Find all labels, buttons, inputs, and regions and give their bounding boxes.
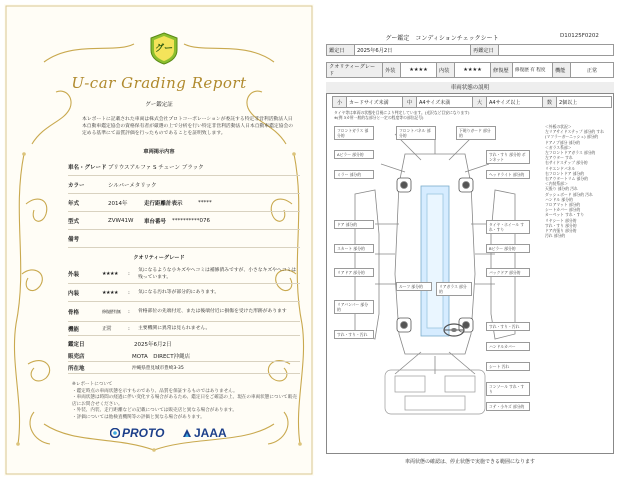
quality-frame-row — [68, 302, 300, 322]
interior-label: すれ・すり・汚れ — [486, 322, 530, 331]
grade-item-label: 内装 — [437, 63, 455, 78]
summary-line: 右アウタートリム 部分的 — [545, 176, 588, 182]
vehicle-year-label: 年式 — [68, 200, 80, 207]
mileage-label: 走行距離計表示 — [144, 200, 183, 207]
damage-label: リアガラス 部分的 — [436, 282, 472, 296]
vehicle-model-row — [68, 212, 300, 230]
size-legend-table — [332, 96, 612, 108]
remarks-row — [68, 230, 300, 248]
size-key: 中 — [403, 97, 417, 108]
sheet-title: グー鑑定 コンディションチェックシート — [385, 35, 499, 42]
size-key: 小 — [333, 97, 347, 108]
interior-label: ハンドルカバー — [486, 342, 530, 351]
damage-label: ルーフ 部分的 — [396, 282, 432, 291]
grade-item-label: 修復歴 — [491, 63, 513, 78]
report-paragraph: 本レポートに記載された車両は株式会社プロトコーポレーションが委託する特定非営利活動法人日本自動車鑑定協会の資格保有者が厳選の上で分析を行い特定非営利活動法人日本自動車鑑定協会の定める基準にて品質評価を行ったものであることを証明致します。 — [82, 117, 294, 136]
summary-line: 汚れ 部分的 — [545, 233, 566, 239]
damage-label: リアドア 部分的 — [334, 268, 374, 277]
inspection-date-label: 鑑定日 — [68, 342, 85, 348]
summary-line: フロアマット 部分的 — [545, 202, 581, 208]
damage-label: 下廻りガード 部分的 — [456, 126, 496, 140]
address-row — [68, 362, 300, 374]
damage-label: ヘッドライト 部分的 — [486, 170, 530, 179]
report-subtitle: グー鑑定証 — [145, 102, 173, 108]
size-desc: A4サイズ未満 — [417, 97, 473, 108]
proto-mark-icon — [110, 428, 120, 438]
quality-description: 気になる汚れ等が部分的にあります。 — [138, 290, 220, 295]
size-desc: A4サイズ以上 — [487, 97, 543, 108]
size-key: 大 — [473, 97, 487, 108]
quality-stars: ★★★★ — [102, 289, 118, 296]
damage-label: バックドア 部分的 — [486, 268, 530, 277]
model-label: 型式 — [68, 218, 80, 225]
jaaa-logo-text: JAAA — [194, 426, 227, 440]
vehicle-color-value: シルバーメタリック — [108, 182, 157, 189]
vin-value: **********076 — [172, 217, 210, 224]
quality-description: 骨格部位の先端付近、または後端付近に損傷を受けた形跡があります — [138, 309, 287, 314]
quality-description: 気になるような小キズやヘコミは補修済みですが、小さなキズやヘコミは残っています。 — [138, 267, 297, 280]
grade-item-value: 正常 — [571, 63, 614, 78]
grade-item-value: 修復歴 有 程度 — [513, 63, 553, 78]
summary-line: すれ・すり 部分的 — [545, 222, 577, 228]
summary-line: リヤシート 部分的 — [545, 217, 577, 223]
summary-line: カーペット すれ・すり — [545, 212, 585, 218]
vehicle-name-row — [68, 158, 300, 176]
vehicle-color-label: カラー — [68, 182, 85, 189]
vehicle-state-header: 車両状態の説明 — [326, 82, 614, 94]
model-value: ZVW41W — [108, 217, 134, 224]
summary-line: 左アウター すれ — [545, 155, 573, 161]
svg-text:グー: グー — [154, 44, 174, 54]
quality-function-row — [68, 322, 300, 336]
summary-line: 右フロントドア 部分的 — [545, 170, 585, 176]
note-line: ・外装、内装、走行距離などの記載については販売店と異なる場合があります。 — [72, 408, 237, 414]
jaaa-logo — [182, 426, 227, 440]
vehicle-year-value: 2014年 — [108, 200, 128, 207]
size-desc: 2個以上 — [557, 97, 612, 108]
summary-line: リヤエンドパネル — [545, 165, 576, 171]
proto-logo — [110, 426, 164, 440]
note-line: ・評価については他検査機関等の評価と異なる場合があります。 — [72, 414, 205, 420]
note-line: ・車両状態は時間の経過に伴い変化する場合があるため、鑑定日をご確認の上、現在の車両状態について販売店にお問合せください。 — [72, 395, 297, 407]
grade-item-label: 機能 — [553, 63, 571, 78]
note-line: ※レポートについて — [72, 382, 113, 387]
interior-label: コンソール すれ・すり — [486, 382, 530, 396]
summary-line: ドア内張り 部分的 — [545, 228, 577, 234]
summary-line: (マフラーガーニッシュ) 部分的 — [545, 134, 599, 140]
summary-line: シートカバー 部分的 — [545, 207, 581, 213]
steering-wheel-icon — [442, 322, 466, 338]
size-note: タイヤ等は車両の状態を目視により判定しています。(光沢など目安になります) — [334, 110, 470, 115]
mileage-value: ***** — [198, 199, 212, 206]
grade-label: クオリティーグレード — [327, 63, 383, 78]
shop-label: 販売店 — [68, 353, 85, 360]
quality-label: 骨格 — [68, 309, 80, 316]
vehicle-color-row — [68, 176, 300, 194]
inspection-date-row — [68, 338, 300, 350]
recheck-date-value — [499, 45, 614, 56]
quality-stars: ★★★★ — [102, 270, 118, 277]
sheet-footer-note: 車両状態の確認は、停止状態で実施できる範囲になります — [404, 459, 535, 465]
summary-line: ＜内装系部＞ — [545, 181, 568, 187]
quality-separator: : — [128, 325, 130, 332]
grade-item-value: ★★★★ — [455, 63, 491, 78]
vehicle-name-value: プリウスアルファ S チューン ブラック — [108, 164, 204, 171]
quality-separator: : — [128, 308, 130, 315]
quality-label: 外装 — [68, 271, 80, 278]
quality-exterior-row — [68, 264, 300, 284]
interior-label: シート 汚れ — [486, 362, 530, 371]
vehicle-name-label: 車名・グレード — [68, 164, 107, 171]
damage-label: タイヤ・ホイール すれ・すり — [486, 220, 530, 234]
damage-label: ドア 部分的 — [334, 220, 374, 229]
grade-table — [326, 62, 614, 78]
vehicle-section-heading: 車両掲示内容 — [143, 149, 175, 155]
remarks-label: 備考 — [68, 236, 80, 243]
size-desc: カードサイズ未満 — [347, 97, 403, 108]
jaaa-mark-icon — [182, 428, 192, 438]
report-notes — [72, 382, 298, 422]
quality-stars: 正常 — [102, 326, 112, 332]
shop-value: MOTA DIRECT沖縄店 — [132, 353, 191, 360]
size-key: 数 — [543, 97, 557, 108]
address-value: 沖縄県豊見城市豊崎3-35 — [132, 365, 184, 371]
quality-label: 内装 — [68, 290, 80, 297]
damage-label: ミラー 部分的 — [334, 170, 374, 179]
summary-line: ダッシュボード 部分的 汚れ — [545, 191, 593, 197]
proto-logo-text: PROTO — [122, 426, 165, 440]
quality-section-heading: クオリティーグレード — [133, 255, 185, 261]
damage-label: すれ・すり 部分的 ボンネット — [486, 150, 530, 164]
inspection-date-label: 鑑定日 — [327, 45, 355, 56]
damage-label: スカート 部分的 — [334, 244, 374, 253]
quality-stars: 修復歴有無 — [102, 308, 121, 314]
grade-item-value: ★★★★ — [401, 63, 437, 78]
summary-line: 左リアサイドステップ 部分的 すれ — [545, 129, 604, 135]
quality-label: 機能 — [68, 326, 80, 333]
summary-line: 左フロントドアガラス 部分的 — [545, 150, 596, 156]
quality-interior-row — [68, 284, 300, 302]
note-line: ・鑑定時点の車両状態を示すものであり、品質を保証するものではありません。 — [72, 388, 238, 394]
summary-line: ハンドル 部分的 — [545, 196, 573, 202]
damage-label: Aピラー 部分的 — [334, 150, 374, 159]
date-table — [326, 44, 614, 56]
summary-line: ＜ガラス系部＞ — [545, 144, 572, 150]
damage-label: フロントガラス 部分的 — [334, 126, 374, 140]
inspection-date-value: 2025年6月2日 — [134, 342, 172, 348]
damage-label: リアバンパー 部分的 — [334, 300, 374, 314]
interior-label: すれ・すり・汚れ — [334, 330, 374, 339]
vin-label: 車台番号 — [144, 218, 167, 225]
summary-line: 天張り 部分的 汚れ — [545, 186, 578, 192]
address-label: 所在地 — [68, 365, 85, 372]
damage-summary-list — [545, 124, 611, 238]
interior-label: コテ・小キズ 部分的 — [486, 402, 530, 411]
vehicle-year-row — [68, 194, 300, 212]
quality-separator: : — [128, 270, 130, 277]
quality-description: 主要機関に異常は見られません。 — [138, 326, 211, 331]
summary-line: ドアノブ部分 部分的 — [545, 139, 580, 145]
damage-label: Bピラー 部分的 — [486, 244, 530, 253]
report-title: U-car Grading Report — [71, 74, 247, 92]
size-note-2: ※(例 3カ所一般的な部分と一定の程度等の部位記号) — [334, 115, 424, 120]
grade-item-label: 外装 — [383, 63, 401, 78]
damage-label: フロントパネル 部分的 — [396, 126, 436, 140]
recheck-date-label: 再鑑定日 — [471, 45, 499, 56]
goo-kantei-badge-icon — [147, 31, 181, 65]
grading-certificate — [4, 4, 314, 476]
document-id: D10125F0202 — [560, 33, 599, 39]
inspection-date-value: 2025年6月2日 — [355, 45, 471, 56]
shop-row — [68, 350, 300, 362]
quality-separator: : — [128, 289, 130, 296]
summary-line: ＜外板の状況＞ — [545, 124, 572, 129]
summary-line: 右サイドステップ 部分的 — [545, 160, 588, 166]
